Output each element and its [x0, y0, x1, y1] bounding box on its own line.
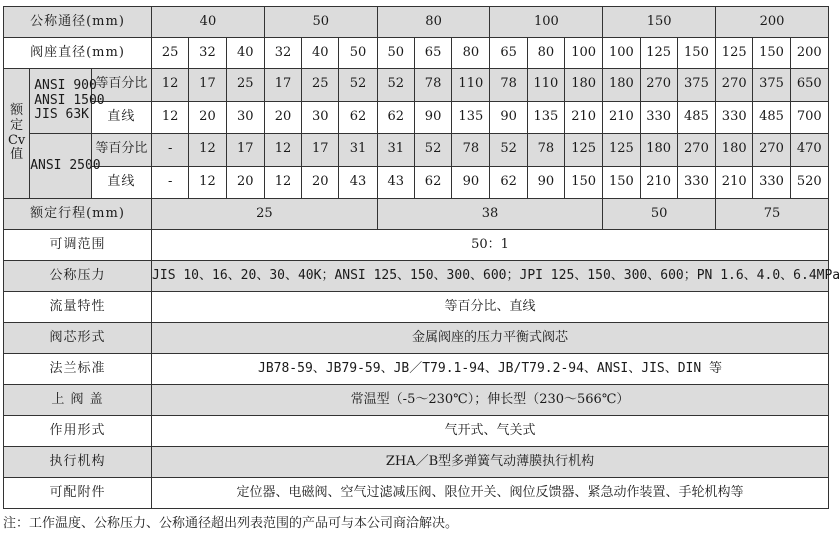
cv-cell: 375: [677, 69, 715, 102]
seat-diameter-cell: 100: [603, 38, 640, 69]
nominal-diameter-cell: 80: [377, 7, 490, 38]
cv-cell: 62: [490, 166, 527, 199]
rangeability-label: 可调范围: [4, 230, 152, 261]
cv-cell: 31: [377, 134, 414, 167]
cv-cell: 17: [226, 134, 264, 167]
trim-type-value: 金属阀座的压力平衡式阀芯: [152, 323, 829, 354]
bonnet-label: 上 阀 盖: [4, 385, 152, 416]
cv-cell: 150: [603, 166, 640, 199]
seat-diameter-cell: 150: [677, 38, 715, 69]
cv-cell: 110: [527, 69, 564, 102]
seat-diameter-cell: 150: [753, 38, 790, 69]
footnote: 注：工作温度、公称压力、公称通径超出列表范围的产品可与本公司商洽解决。: [3, 516, 459, 531]
cv-cell: 20: [302, 166, 339, 199]
nominal-diameter-cell: 150: [603, 7, 716, 38]
cv-cell: 135: [452, 101, 490, 134]
equal-percentage-label: 等百分比: [91, 69, 151, 102]
flange-standard-row: [4, 354, 829, 385]
cv-cell: 125: [565, 134, 603, 167]
seat-diameter-cell: 50: [339, 38, 377, 69]
cv-cell: 90: [452, 166, 490, 199]
cv-cell: 180: [603, 69, 640, 102]
linear-label: 直线: [91, 101, 151, 134]
cv-cell: 30: [302, 101, 339, 134]
cv-cell: 135: [527, 101, 564, 134]
actuator-value: ZHA／B型多弹簧气动薄膜执行机构: [152, 447, 829, 478]
seat-diameter-cell: 32: [189, 38, 226, 69]
seat-diameter-cell: 125: [716, 38, 753, 69]
cv-cell: 210: [640, 166, 677, 199]
flow-characteristic-row: [4, 292, 829, 323]
cv-cell: 485: [753, 101, 790, 134]
cv-cell: 180: [640, 134, 677, 167]
cv-cell: 110: [452, 69, 490, 102]
bonnet-row: [4, 385, 829, 416]
cv-cell: 62: [339, 101, 377, 134]
cv-cell: 330: [753, 166, 790, 199]
cv-cell: 43: [339, 166, 377, 199]
seat-diameter-cell: 80: [452, 38, 490, 69]
cv-g1-equal-row: [4, 69, 829, 102]
cv-cell: 52: [414, 134, 451, 167]
cv-cell: 270: [716, 69, 753, 102]
nominal-pressure-value: JIS 10、16、20、30、40K；ANSI 125、150、300、600；JPI 125、150、300、600；PN 1.6、4.0、6.4MPa: [152, 261, 829, 292]
cv-cell: 180: [716, 134, 753, 167]
cv-cell: 90: [527, 166, 564, 199]
cv-cell: 210: [603, 101, 640, 134]
cv-cell: 20: [189, 101, 226, 134]
trim-type-label: 阀芯形式: [4, 323, 152, 354]
cv-cell: 330: [716, 101, 753, 134]
cv-cell: 78: [490, 69, 527, 102]
cv-cell: 210: [565, 101, 603, 134]
cv-cell: 62: [414, 166, 451, 199]
rated-stroke-cell: 38: [377, 199, 603, 230]
rangeability-value: 50：1: [152, 230, 829, 261]
nominal-diameter-cell: 50: [264, 7, 377, 38]
cv-cell: 12: [264, 166, 301, 199]
cv-cell: 30: [226, 101, 264, 134]
seat-diameter-cell: 65: [490, 38, 527, 69]
cv-cell: 485: [677, 101, 715, 134]
seat-diameter-cell: 25: [152, 38, 189, 69]
accessories-label: 可配附件: [4, 478, 152, 509]
action-value: 气开式、气关式: [152, 416, 829, 447]
cv-cell: 52: [339, 69, 377, 102]
cv-cell: -: [152, 166, 189, 199]
linear-label: 直线: [91, 166, 151, 199]
cv-cell: 150: [565, 166, 603, 199]
cv-cell: 62: [377, 101, 414, 134]
seat-diameter-cell: 125: [640, 38, 677, 69]
cv-cell: -: [152, 134, 189, 167]
actuator-row: [4, 447, 829, 478]
accessories-value: 定位器、电磁阀、空气过滤减压阀、限位开关、阀位反馈器、紧急动作装置、手轮机构等: [152, 478, 829, 509]
cv-cell: 520: [790, 166, 828, 199]
rated-stroke-row: [4, 199, 829, 230]
seat-diameter-cell: 40: [226, 38, 264, 69]
ansi-900-1500-jis-63k-label: ANSI 900 ANSI 1500 JIS 63K: [30, 69, 91, 134]
seat-diameter-cell: 200: [790, 38, 828, 69]
nominal-diameter-label: 公称通径(mm): [4, 7, 152, 38]
cv-cell: 90: [414, 101, 451, 134]
cv-cell: 78: [527, 134, 564, 167]
cv-cell: 700: [790, 101, 828, 134]
trim-type-row: [4, 323, 829, 354]
cv-cell: 20: [226, 166, 264, 199]
cv-cell: 12: [152, 69, 189, 102]
rangeability-row: [4, 230, 829, 261]
rated-stroke-label: 额定行程(mm): [4, 199, 152, 230]
cv-cell: 330: [677, 166, 715, 199]
cv-cell: 78: [414, 69, 451, 102]
bonnet-value: 常温型（-5～230℃）；伸长型（230～566℃）: [152, 385, 829, 416]
cv-cell: 330: [640, 101, 677, 134]
cv-cell: 17: [302, 134, 339, 167]
cv-cell: 375: [753, 69, 790, 102]
nominal-diameter-cell: 40: [152, 7, 265, 38]
cv-cell: 180: [565, 69, 603, 102]
seat-diameter-cell: 50: [377, 38, 414, 69]
cv-cell: 43: [377, 166, 414, 199]
cv-cell: 270: [677, 134, 715, 167]
cv-cell: 650: [790, 69, 828, 102]
cv-cell: 12: [152, 101, 189, 134]
accessories-row: [4, 478, 829, 509]
seat-diameter-cell: 32: [264, 38, 301, 69]
cv-cell: 25: [302, 69, 339, 102]
seat-diameter-cell: 40: [302, 38, 339, 69]
seat-diameter-cell: 65: [414, 38, 451, 69]
cv-g2-equal-row: [4, 134, 829, 167]
rated-stroke-cell: 50: [603, 199, 716, 230]
action-row: [4, 416, 829, 447]
flow-characteristic-label: 流量特性: [4, 292, 152, 323]
seat-diameter-row: [4, 38, 829, 69]
cv-cell: 17: [264, 69, 301, 102]
cv-cell: 12: [189, 134, 226, 167]
cv-cell: 90: [490, 101, 527, 134]
equal-percentage-label: 等百分比: [91, 134, 151, 167]
cv-value-label: 额 定 Cv 值: [4, 69, 30, 199]
cv-cell: 31: [339, 134, 377, 167]
flow-characteristic-value: 等百分比、直线: [152, 292, 829, 323]
seat-diameter-cell: 100: [565, 38, 603, 69]
seat-diameter-label: 阀座直径(mm): [4, 38, 152, 69]
flange-standard-value: JB78-59、JB79-59、JB／T79.1-94、JB/T79.2-94、ANSI、JIS、DIN 等: [152, 354, 829, 385]
rated-stroke-cell: 25: [152, 199, 378, 230]
cv-cell: 12: [264, 134, 301, 167]
flange-standard-label: 法兰标准: [4, 354, 152, 385]
cv-cell: 470: [790, 134, 828, 167]
cv-cell: 270: [640, 69, 677, 102]
nominal-pressure-label: 公称压力: [4, 261, 152, 292]
nominal-diameter-cell: 100: [490, 7, 603, 38]
ansi-2500-label: ANSI 2500: [30, 134, 91, 199]
nominal-diameter-cell: 200: [716, 7, 829, 38]
action-label: 作用形式: [4, 416, 152, 447]
seat-diameter-cell: 80: [527, 38, 564, 69]
cv-cell: 210: [716, 166, 753, 199]
cv-g2-linear-row: [4, 166, 829, 199]
nominal-pressure-row: [4, 261, 829, 292]
cv-cell: 78: [452, 134, 490, 167]
rated-stroke-cell: 75: [716, 199, 829, 230]
cv-cell: 52: [377, 69, 414, 102]
cv-cell: 17: [189, 69, 226, 102]
cv-cell: 20: [264, 101, 301, 134]
actuator-label: 执行机构: [4, 447, 152, 478]
cv-cell: 12: [189, 166, 226, 199]
spec-table: [3, 6, 840, 509]
cv-g1-linear-row: [4, 101, 829, 134]
cv-cell: 270: [753, 134, 790, 167]
nominal-diameter-row: [4, 7, 829, 38]
cv-cell: 25: [226, 69, 264, 102]
cv-cell: 125: [603, 134, 640, 167]
cv-cell: 52: [490, 134, 527, 167]
